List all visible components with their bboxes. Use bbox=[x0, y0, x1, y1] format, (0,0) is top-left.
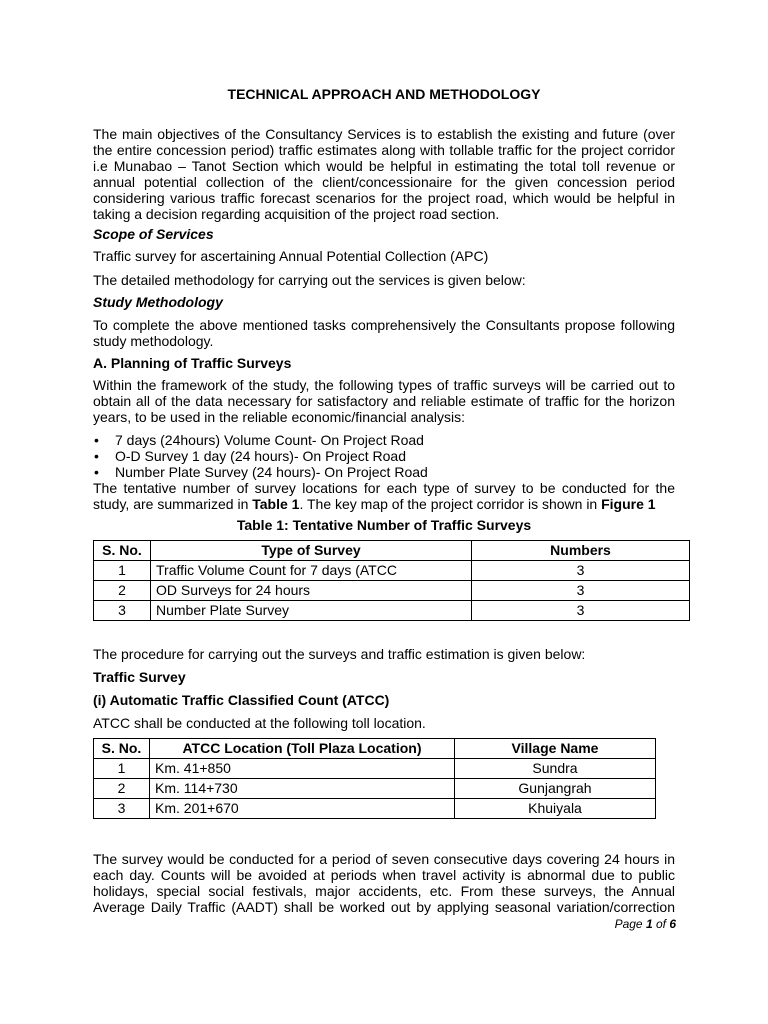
table-cell: Km. 201+670 bbox=[150, 799, 455, 819]
column-header: S. No. bbox=[94, 739, 150, 759]
table-cell: 3 bbox=[472, 581, 690, 601]
tentative-paragraph bbox=[93, 480, 675, 512]
list-item: • O-D Survey 1 day (24 hours)- On Project Road bbox=[93, 448, 428, 464]
column-header: Numbers bbox=[472, 541, 690, 561]
scope-heading: Scope of Services bbox=[93, 226, 214, 242]
table-row bbox=[94, 779, 656, 799]
tentative-text-2: . The key map of the project corridor is shown in bbox=[299, 496, 602, 512]
table-cell: Gunjangrah bbox=[455, 779, 656, 799]
footer-of: of bbox=[652, 917, 670, 931]
table-row bbox=[94, 759, 656, 779]
scope-text: Traffic survey for ascertaining Annual Potential Collection (APC) bbox=[93, 248, 489, 264]
column-header: Village Name bbox=[455, 739, 656, 759]
table-header-row bbox=[94, 739, 656, 759]
column-header: Type of Survey bbox=[151, 541, 472, 561]
survey-paragraph: The survey would be conducted for a period of seven consecutive days covering 24 hours in each day. Counts will be avoided at periods when travel activity is abnormal due to public holidays, special social festivals, major accidents, etc. From these surveys, the Annual Average Daily Traffic (AADT) shall be worked out by applying seasonal variation/correction bbox=[93, 851, 675, 915]
atcc-text: ATCC shall be conducted at the following toll location. bbox=[93, 715, 426, 731]
table-cell: 2 bbox=[94, 779, 150, 799]
intro-paragraph: The main objectives of the Consultancy Services is to establish the existing and future (over the entire concession period) traffic estimates along with tollable traffic for the project corridor i.e Munabao – Tanot Section which would be helpful in estimating the total toll revenue or annual potential collection of the client/concessionaire for the given concession period considering various traffic forecast scenarios for the project road, which would be helpful in taking a decision regarding acquisition of the project road section. bbox=[93, 126, 675, 222]
procedure-text: The procedure for carrying out the surveys and traffic estimation is given below: bbox=[93, 646, 586, 662]
column-header: ATCC Location (Toll Plaza Location) bbox=[150, 739, 455, 759]
table1-caption: Table 1: Tentative Number of Traffic Surveys bbox=[236, 517, 532, 533]
table-cell: 3 bbox=[94, 799, 150, 819]
traffic-surveys-table bbox=[93, 540, 690, 621]
table-cell: 2 bbox=[94, 581, 151, 601]
table-reference: Table 1 bbox=[252, 496, 300, 512]
traffic-survey-heading: Traffic Survey bbox=[93, 669, 186, 685]
table-cell: Traffic Volume Count for 7 days (ATCC bbox=[151, 561, 472, 581]
table-cell: 3 bbox=[472, 601, 690, 621]
table-cell: Number Plate Survey bbox=[151, 601, 472, 621]
atcc-locations-table bbox=[93, 738, 656, 819]
table-cell: OD Surveys for 24 hours bbox=[151, 581, 472, 601]
method-intro: The detailed methodology for carrying out the services is given below: bbox=[93, 272, 526, 288]
table-row bbox=[94, 799, 656, 819]
table-cell: 1 bbox=[94, 759, 150, 779]
table-cell: 3 bbox=[472, 561, 690, 581]
column-header: S. No. bbox=[94, 541, 151, 561]
table-header-row bbox=[94, 541, 690, 561]
table-row bbox=[94, 601, 690, 621]
page-total: 6 bbox=[669, 917, 676, 931]
survey-types-list bbox=[93, 432, 428, 480]
study-text: To complete the above mentioned tasks comprehensively the Consultants propose following study methodology. bbox=[93, 317, 675, 349]
study-heading: Study Methodology bbox=[93, 294, 223, 310]
table-row bbox=[94, 561, 690, 581]
figure-reference: Figure 1 bbox=[601, 496, 656, 512]
table-cell: 3 bbox=[94, 601, 151, 621]
section-a-heading: A. Planning of Traffic Surveys bbox=[93, 355, 292, 371]
section-a-text: Within the framework of the study, the following types of traffic surveys will be carried out to obtain all of the data necessary for satisfactory and reliable estimate of traffic for the horizon years, to be used in the reliable economic/financial analysis: bbox=[93, 377, 675, 425]
list-item: • Number Plate Survey (24 hours)- On Project Road bbox=[93, 464, 428, 480]
table-cell: Km. 114+730 bbox=[150, 779, 455, 799]
table-cell: Km. 41+850 bbox=[150, 759, 455, 779]
page-footer bbox=[615, 917, 676, 931]
footer-label: Page bbox=[614, 917, 646, 931]
table-cell: 1 bbox=[94, 561, 151, 581]
table-row bbox=[94, 581, 690, 601]
atcc-heading: (i) Automatic Traffic Classified Count (ATCC) bbox=[93, 692, 390, 708]
tentative-text-1: The tentative number of survey locations for each type of survey to be conducted for the study, are summarized in bbox=[93, 480, 675, 512]
list-item: • 7 days (24hours) Volume Count- On Project Road bbox=[93, 432, 428, 448]
table-cell: Khuiyala bbox=[455, 799, 656, 819]
page-number: 1 bbox=[645, 917, 653, 931]
table-cell: Sundra bbox=[455, 759, 656, 779]
page-title: TECHNICAL APPROACH AND METHODOLOGY bbox=[227, 86, 541, 102]
